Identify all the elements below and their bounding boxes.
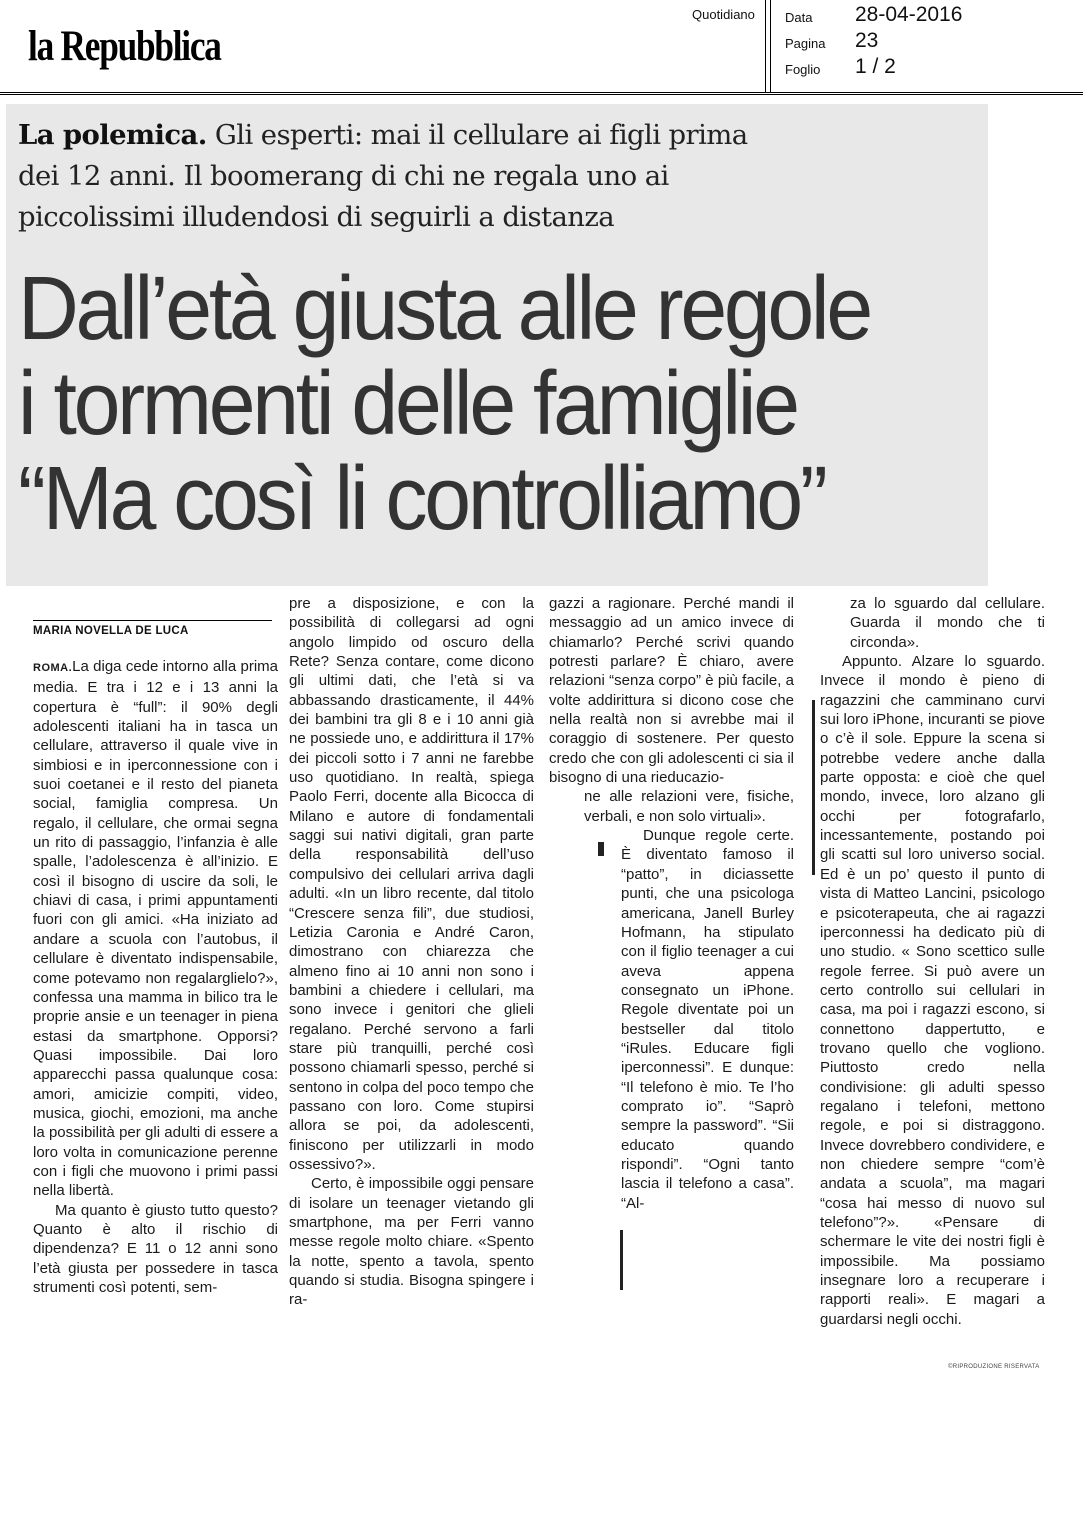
header-vertical-divider: [765, 0, 766, 92]
paragraph: pre a disposizione, e con la possibilità di collegarsi ad ogni angolo limpido od oscuro della Rete? Senza contare, come dicono gli ultimi dati, che l’età si va abbassando drasticamente, il 44% dei bambini tra gli 8 e i 10 anni già ne possiede uno, e addirittura il 17% dei piccoli sotto i 7 anni ne farebbe uso quotidiano. In realtà, spiega Paolo Ferri, docente alla Bicocca di Milano e autore di fondamentali saggi sui nativi digitali, gran parte della responsabilità dell’uso compulsivo dei cellulari arriva dagli adulti. «In un libro recente, dal titolo “Crescere senza fili”, due studiosi, Letizia Caronia e André Caron, dimostrano con chiarezza che almeno fino ai 10 anni non sono i bambini a chiedere i cellulari, ma sono invece i genitori che glieli regalano. Perché servono a farli stare più tranquilli, perché così possono chiamarli spesso, perché si sentono in colpa del poco tempo che passano con loro. Come stupirsi allora se poi, da adolescenti, finiscono per utilizzarli in modo ossessivo?».: [289, 595, 534, 1173]
image-edge-mark: [598, 842, 604, 856]
article-column-3: [549, 594, 794, 1213]
paragraph: Appunto. Alzare lo sguardo. Invece il mondo è pieno di ragazzini che camminano curvi sui loro iPhone, incuranti se piove o c’è il sole. Eppure la scena si potrebbe vedere anche dalla parte opposta: e cioè che quel mondo, invece, loro alzano gli occhi per fotografarlo, incessantemente, postando poi gli scatti sul loro universo social. Ed è un po’ questo il punto di vista di Matteo Lancini, psicologo e psicoterapeuta, che ai ragazzi iperconnessi ha dedicato più di uno studio. « Sono scettico sulle regole ferree. Si può avere un certo controllo sui cellulari in casa, ma poi i ragazzi escono, si connettono dappertutto, e trovano quello che vogliono. Piuttosto credo nella condivisione: gli adulti spesso regalano i telefoni, mettono regole, e poi si distraggono. Invece dovrebbero condividere, e non chiedere sempre “com’è andata a scuola”, ma magari “cosa hai messo di nuovo sul telefono”?». «Pensare di schermare le vite dei nostri figli è impossibile. Ma possiamo insegnare loro a recuperare i rapporti reali». E magari a guardarsi negli occhi.: [820, 653, 1045, 1328]
header-divider: [0, 94, 1083, 95]
kicker-label: La polemica.: [18, 119, 207, 151]
byline: MARIA NOVELLA DE LUCA: [33, 625, 189, 637]
headline-line: Dall’età giusta alle regole: [18, 259, 870, 359]
paragraph: [33, 657, 278, 1201]
copyright-notice: ©RIPRODUZIONE RISERVATA: [948, 1364, 1040, 1370]
byline-rule: [33, 620, 272, 621]
paragraph: Ma quanto è giusto tutto questo? Quanto è alto il rischio di dipendenza? E 11 o 12 anni sono l’età giusta per possedere in tasca strumenti così potenti, sem-: [33, 1201, 278, 1296]
sheet-label: Foglio: [785, 62, 821, 77]
paragraph: Dunque regole certe. È diventato famoso il “patto”, in diciassette punti, che una psicologa americana, Janell Burley Hofmann, ha stipulato con il figlio teenager a cui aveva appena consegnato un iPhone. Regole diventate poi un bestseller dal titolo “iRules. Educare figli iperconnessi”. E dunque: “Il telefono è mio. Te l’ho comprato io”. “Saprò sempre la password”. “Sii educato quando rispondi”. “Ogni tanto lascia il telefono a casa”. “Al-: [621, 827, 794, 1212]
date-label: Data: [785, 10, 813, 25]
paragraph: za lo sguardo dal cellulare. Guarda il mondo che ti circonda».: [850, 595, 1045, 651]
paragraph: ne alle relazioni vere, fisiche, verbali, e non solo virtuali».: [584, 788, 794, 825]
image-edge-mark: [620, 1230, 623, 1290]
article-column-1: [33, 657, 278, 1297]
paragraph: gazzi a ragionare. Perché mandi il messaggio ad un amico invece di chiamarlo? Perché scrivi quando potresti parlare? È chiaro, avere relazioni “senza corpo” è più facile, a volte addirittura si dicono cose che nella realtà non si avrebbe mai il coraggio di sostenere. Per questo credo che con gli adolescenti ci sia il bisogno di una rieducazio-: [549, 595, 794, 787]
image-edge-mark: [812, 700, 815, 875]
headline-line: “Ma così li controlliamo”: [18, 449, 825, 549]
headline: [18, 259, 916, 549]
paragraph-text: La diga cede intorno alla prima media. E tra i 12 e i 13 anni la copertura è “full”: il 90% degli adolescenti italiani ha in tasca un cellulare, attraverso il quale vive in simbiosi e in iperconnessione con i suoi coetanei e il resto del pianeta social, famiglia compresa. Un regalo, il cellulare, che ormai segna un rito di passaggio, l’infanzia è alle spalle, l’adolescenza è all’inizio. E così il bisogno di uscire da soli, le chiavi di casa, i primi appuntamenti fuori con gli amici. «Ha iniziato ad andare a scuola con l’autobus, il cellulare è diventato indispensabile, come potevamo non regalarglielo?», confessa una mamma in bilico tra le proprie ansie e un teenager in piena estasi da smartphone. Opporsi? Quasi impossibile. Dai loro apparecchi passa qualunque cosa: amori, amicizie compiti, video, musica, giochi, emozioni, ma anche la possibilità per gli adulti di essere a loro volta in comunicazione perenne con i figli che muovono i primi passi nella libertà.: [33, 658, 278, 1200]
header-vertical-divider: [770, 0, 771, 92]
date-value: 28-04-2016: [855, 3, 963, 26]
dateline: ROMA.: [33, 662, 73, 674]
kicker: [18, 115, 778, 238]
page-label: Pagina: [785, 36, 826, 51]
article-column-2: [289, 594, 534, 1310]
sheet-value: 1 / 2: [855, 55, 896, 78]
masthead-logo: la Repubblica: [28, 23, 221, 70]
paragraph: Certo, è impossibile oggi pensare di isolare un teenager vietando gli smartphone, ma per Ferri vanno messe regole molto chiare. «Spento la notte, spento a tavola, spento quando si studia. Bisogna spingere i ra-: [289, 1175, 534, 1309]
edition-label: Quotidiano: [692, 7, 755, 22]
headline-line: i tormenti delle famiglie: [18, 354, 797, 454]
kicker-text: Gli esperti: mai il cellulare ai figli prima dei 12 anni. Il boomerang di chi ne regala uno ai piccolissimi illudendosi di seguirli a distanza: [18, 119, 748, 233]
article-column-4: [820, 594, 1045, 1329]
page-value: 23: [855, 29, 879, 52]
header-rule: [0, 92, 1083, 93]
